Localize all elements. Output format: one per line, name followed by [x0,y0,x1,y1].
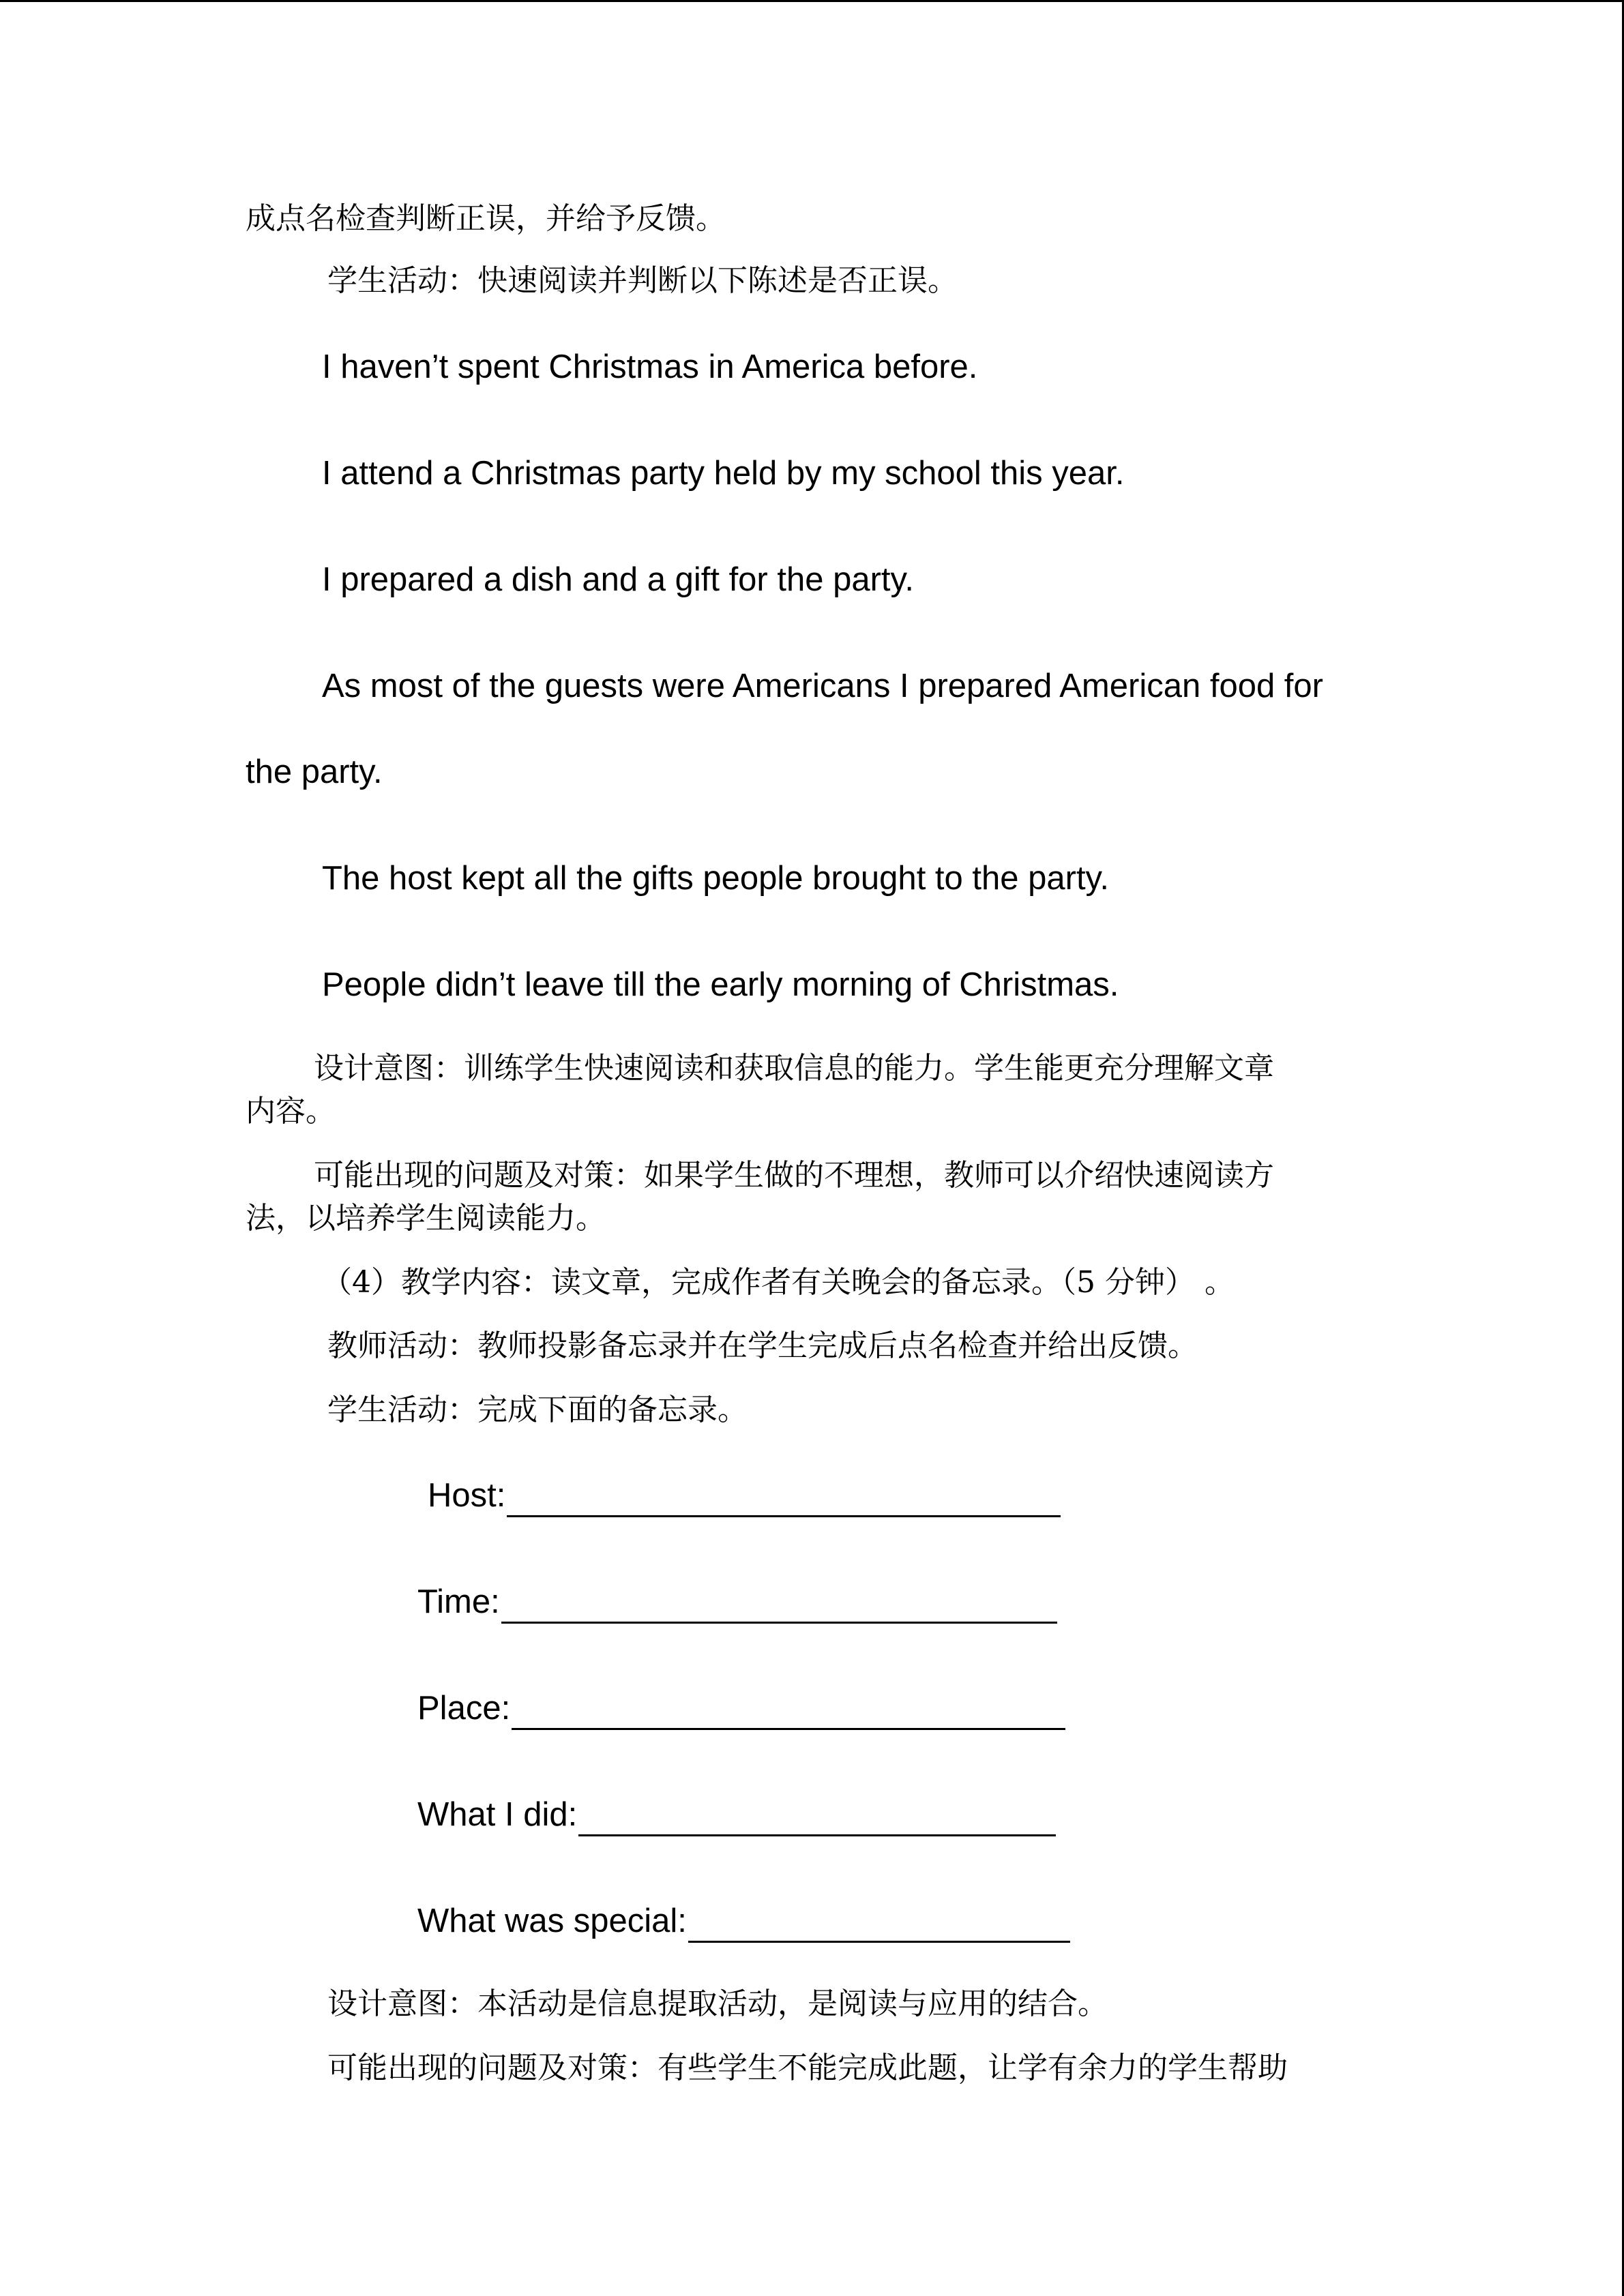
page-top-border [0,0,1624,2]
memo-host-label: Host: [428,1477,506,1514]
teaching-content-4: （4）教学内容：读文章，完成作者有关晚会的备忘录。（5 分钟） 。 [322,1265,1235,1300]
design-intent-1-line2: 内容。 [246,1094,336,1129]
teacher-activity: 教师活动：教师投影备忘录并在学生完成后点名检查并给出反馈。 [327,1328,1198,1363]
statement-4: As most of the guests were Americans I prepared American food for [322,668,1323,704]
memo-time-label: Time: [417,1583,500,1620]
para-intro-tail: 成点名检查判断正误，并给予反馈。 [246,201,726,236]
memo-what-i-did-row [417,1793,1056,1836]
memo-what-i-did-blank[interactable] [578,1799,1056,1836]
memo-what-was-special-row [417,1899,1070,1943]
student-activity-1: 学生活动：快速阅读并判断以下陈述是否正误。 [327,263,958,298]
student-activity-2: 学生活动：完成下面的备忘录。 [327,1392,748,1427]
statement-1: I haven’t spent Christmas in America before. [322,348,978,385]
statement-6: People didn’t leave till the early morning of Christmas. [322,966,1119,1003]
memo-host-row [428,1474,1061,1517]
memo-time-row [417,1580,1057,1624]
memo-place-blank[interactable] [512,1693,1065,1730]
problems-1-line1: 可能出现的问题及对策：如果学生做的不理想，教师可以介绍快速阅读方 [314,1158,1274,1193]
design-intent-2: 设计意图：本活动是信息提取活动，是阅读与应用的结合。 [327,1986,1108,2021]
statement-5: The host kept all the gifts people brought to the party. [322,860,1110,897]
problems-1-line2: 法，以培养学生阅读能力。 [246,1201,606,1236]
memo-what-was-special-blank[interactable] [688,1905,1070,1943]
memo-place-row [417,1686,1065,1730]
statement-2: I attend a Christmas party held by my school this year. [322,455,1125,492]
memo-place-label: Place: [417,1690,511,1727]
statement-3: I prepared a dish and a gift for the party. [322,561,915,598]
memo-what-i-did-label: What I did: [417,1796,578,1833]
design-intent-1-line1: 设计意图：训练学生快速阅读和获取信息的能力。学生能更充分理解文章 [314,1051,1274,1086]
memo-host-blank[interactable] [507,1480,1061,1517]
problems-2: 可能出现的问题及对策：有些学生不能完成此题，让学有余力的学生帮助 [327,2051,1288,2085]
statement-4-continued: the party. [246,754,383,790]
memo-time-blank[interactable] [501,1586,1057,1624]
memo-what-was-special-label: What was special: [417,1903,687,1939]
